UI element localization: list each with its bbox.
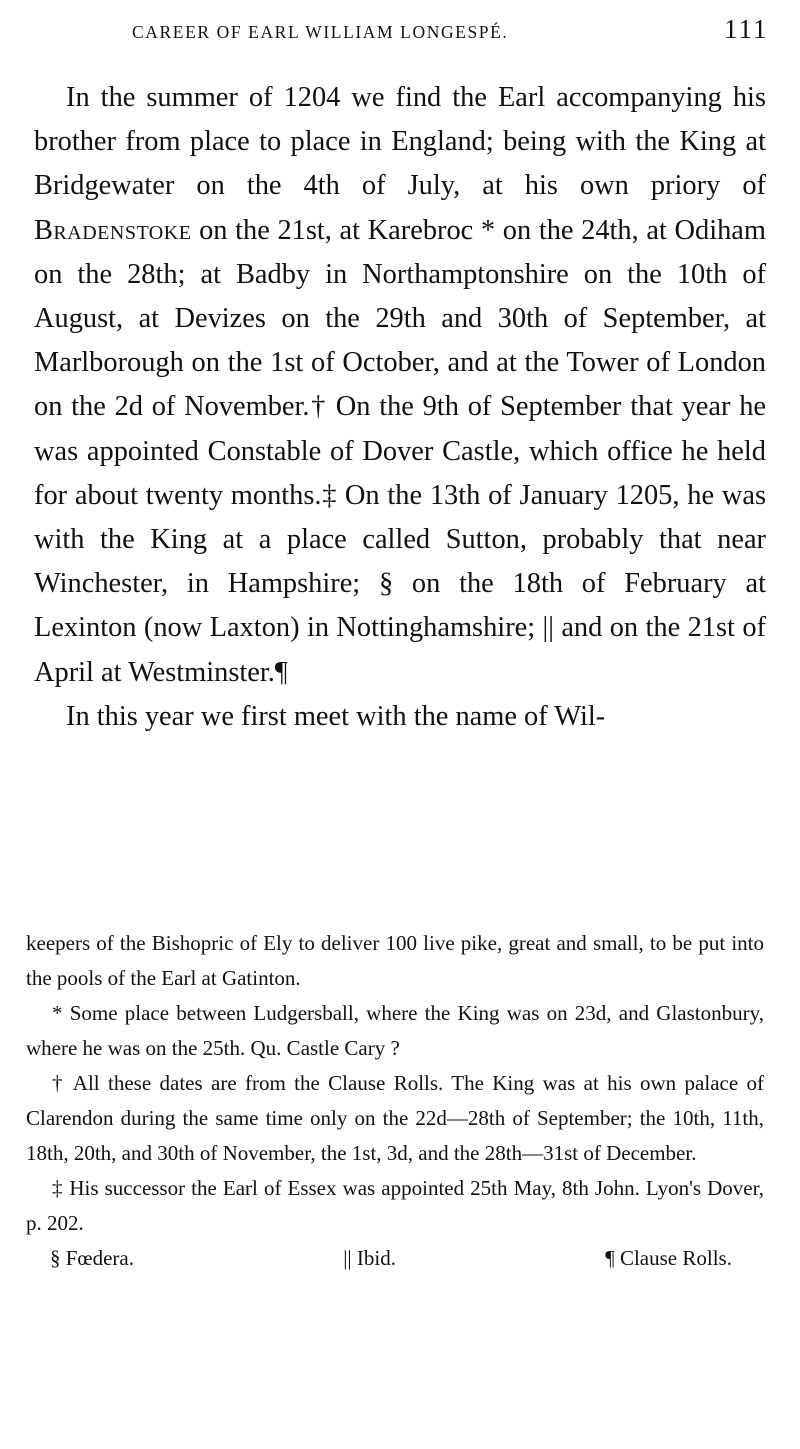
paragraph-1	[34, 76, 766, 695]
page-header	[0, 10, 800, 50]
footnote-double-dagger: ‡ His successor the Earl of Essex was appointed 25th May, 8th John. Lyon's Dover, p. 202.	[26, 1176, 764, 1235]
running-title: CAREER OF EARL WILLIAM LONGESPÉ.	[132, 22, 509, 42]
footnotes	[26, 926, 764, 1276]
paragraph-1-text-start: In the summer of 1204 we find the Earl accompanying his brother from place to place in England; being with the King at Bridgewater on the 4th of July, at his own priory of	[34, 82, 766, 202]
footnote-short-row	[26, 1241, 764, 1276]
priory-name: Bradenstoke	[34, 214, 192, 246]
paragraph-1-text-end: on the 21st, at Karebroc * on the 24th, at Odiham on the 28th; at Badby in Northamptonshire on the 10th of August, at Devizes on the 29th and 30th of September, at Marlborough on the 1st of October, and at the Tower of London on the 2d of November.† On the 9th of September that year he was appointed Constable of Dover Castle, which office he held for about twenty months.‡ On the 13th of January 1205, he was with the King at a place called Sutton, probably that near Winchester, in Hampshire; § on the 18th of February at Lexinton (now Laxton) in Nottinghamshire; || and on the 21st of April at Westminster.¶	[34, 214, 766, 688]
footnote-section: § Fœdera.	[50, 1246, 134, 1270]
page-number: 111	[724, 14, 769, 44]
footnote-pilcrow: ¶ Clause Rolls.	[605, 1246, 732, 1270]
footnote-continuation: keepers of the Bishopric of Ely to deliver 100 live pike, great and small, to be put into the pools of the Earl at Gatinton.	[26, 931, 764, 990]
paragraph-2: In this year we first meet with the name of Wil-	[66, 700, 606, 732]
body-text	[34, 76, 766, 739]
footnote-dagger: † All these dates are from the Clause Rolls. The King was at his own palace of Clarendon during the same time only on the 22d—28th of September; the 10th, 11th, 18th, 20th, and 30th of November, the 1st, 3d, and the 28th—31st of December.	[26, 1071, 764, 1165]
footnote-star: * Some place between Ludgersball, where the King was on 23d, and Glastonbury, where he was on the 25th. Qu. Castle Cary ?	[26, 1001, 764, 1060]
footnote-parallel: || Ibid.	[343, 1246, 396, 1270]
